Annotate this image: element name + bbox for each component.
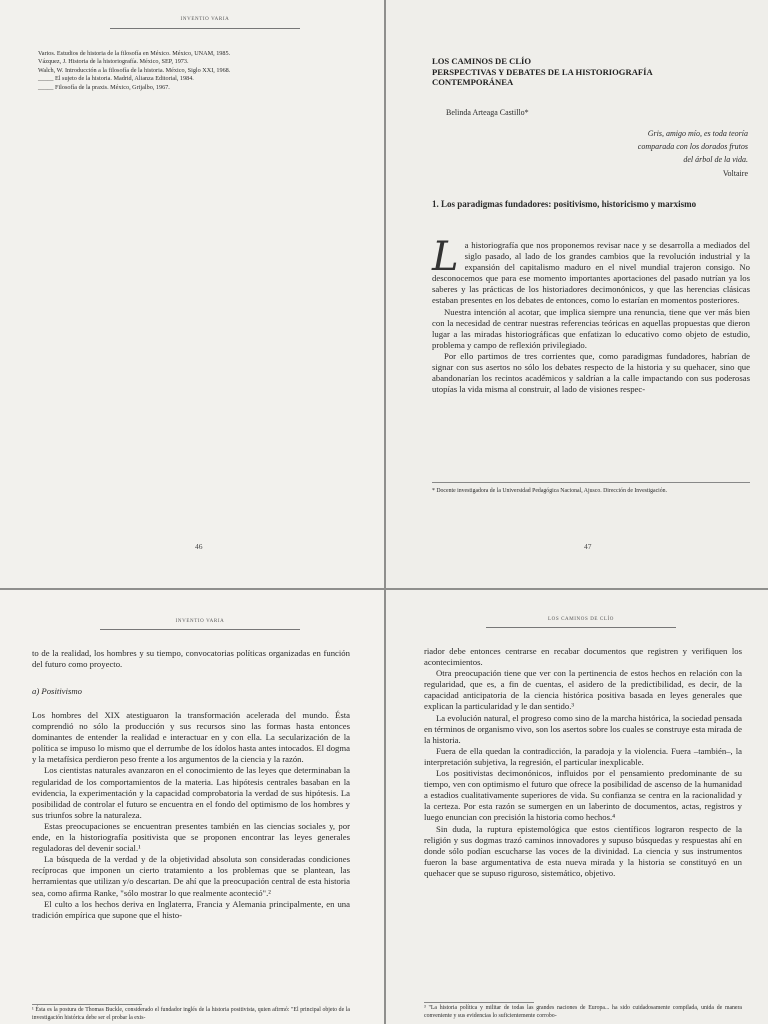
paragraph: Fuera de ella quedan la contradicción, la paradoja y la violencia. Fuera –también–, la interpretación subjetiva, la regresión, el particular inexplicable. xyxy=(424,745,742,767)
page-49 xyxy=(386,590,768,1024)
body-text xyxy=(32,710,350,921)
running-head: INVENTIO VARIA xyxy=(175,619,225,624)
footnote: ¹ Ésta es la postura de Thomas Buckle, considerado el fundador inglés de la historia positivista, quien afirmó: "El principal objeto de la investigación histórica debe ser el probar la exis- xyxy=(32,1007,350,1021)
title-line: LOS CAMINOS DE CLÍO xyxy=(432,56,532,66)
footnote-rule xyxy=(32,1004,142,1005)
epigraph-line: comparada con los dorados frutos xyxy=(637,142,748,152)
paragraph: El culto a los hechos deriva en Inglaterra, Francia y Alemania principalmente, en una tradición empírica que supone que el histo- xyxy=(32,898,350,920)
paragraph: riador debe entonces centrarse en recabar documentos que registren y verifiquen los acontecimientos. xyxy=(424,646,742,668)
title-line: PERSPECTIVAS Y DEBATES DE LA HISTORIOGRAFÍA xyxy=(432,66,653,77)
paragraph: Otra preocupación tiene que ver con la pertinencia de estos hechos en relación con la regularidad, que es, a fin de cuentas, el asidero de la predictibilidad, es decir, de la capacidad anticipatoria de la ciencia histórica positiva basada en leyes generales que explican la particularidad y le dan sentido.³ xyxy=(424,668,742,712)
page-48 xyxy=(0,590,384,1024)
epigraph-source: Voltaire xyxy=(722,168,748,178)
body-text xyxy=(424,646,742,879)
chapter-title xyxy=(432,56,732,88)
footnote-rule xyxy=(424,1002,534,1003)
reference-item: _____ El sujeto de la historia. Madrid, Alianza Editorial, 1984. xyxy=(38,75,194,83)
footnote: ³ "La historia política y militar de todas las grandes naciones de Europa... ha sido cuidadosamente compilada, unida de manera conveniente y sus evidencias lo suficientemente corrobo- xyxy=(424,1005,742,1019)
paragraph: Nuestra intención al acotar, que implica siempre una renuncia, tiene que ver más bien con la necesidad de centrar nuestras referencias teóricas en aquellas propuestas que dieron lugar a las miradas historiográficas que enfatizan lo educativo como objeto de estudio, problema y campo de reflexión privilegiado. xyxy=(432,306,750,350)
epigraph xyxy=(508,127,748,180)
paragraph: Los positivistas decimonónicos, influidos por el pensamiento predominante de su tiempo, ven con optimismo el futuro que ofrece la posibilidad de ascenso de la humanidad a estadios cualitativamente superiores de vida. Su confianza se centra en la racionalidad y la certeza. Por esta razón se sumergen en un laberinto de documentos, actas, registros y luego enuncian con precisión la historia como hechos.⁴ xyxy=(424,768,742,823)
reference-item: Varios. Estudios de historia de la filosofía en México. México, UNAM, 1985. xyxy=(38,50,231,57)
intro-text xyxy=(32,648,350,670)
paragraph xyxy=(432,234,750,307)
paragraph: La evolución natural, el progreso como sino de la marcha histórica, la sociedad pensada en términos de organismo vivo, son los asertos sobre los cuales se construye esta mirada de la historia. xyxy=(424,712,742,745)
reference-item: Walch, W. Introducción a la filosofía de la historia. México, Siglo XXI, 1968. xyxy=(38,66,231,74)
paragraph: Sin duda, la ruptura epistemológica que estos científicos lograron respecto de la religión y sus dogmas trazó caminos innovadores y supuso búsquedas y respuestas ahí en donde sólo podían escucharse las voces de la divinidad. La ciencia y sus instrumentos fueron la base argumentativa de esta nueva mirada y la historia se constituyó en un quehacer que se supuso riguroso, sistemático, objetivo. xyxy=(424,823,742,878)
footnote-rule xyxy=(432,482,750,483)
paragraph: Por ello partimos de tres corrientes que, como paradigmas fundadores, habrían de signar con sus asertos no sólo los debates respecto de la historia y su quehacer, sino que abandonarían los recintos académicos y saldrían a la calle impactando con sus poderosas utopías la vida misma al construir, al lado de visiones respec- xyxy=(432,350,750,395)
paragraph: Los cientistas naturales avanzaron en el conocimiento de las leyes que determinaban la regularidad de los comportamientos de la materia. Las hipótesis centrales basaban en la evidencia, la experimentación y la capacidad comprobatoria la verdad de sus hipótesis. La posibilidad de controlar el futuro se encuentra en el fondo del optimismo de los hombres y sus triunfos sobre la naturaleza. xyxy=(32,765,350,820)
header-rule xyxy=(110,28,300,29)
author-name: Belinda Arteaga Castillo* xyxy=(446,108,529,117)
epigraph-line: del árbol de la vida. xyxy=(683,155,748,165)
reference-list xyxy=(38,50,338,92)
page-46 xyxy=(0,0,384,588)
paragraph: to de la realidad, los hombres y su tiempo, convocatorias políticas organizadas en función del futuro como proyecto. xyxy=(32,648,350,670)
running-head: INVENTIO VARIA xyxy=(180,17,230,22)
footnote: * Docente investigadora de la Universidad Pedagógica Nacional, Ajusco. Dirección de Investigación. xyxy=(432,488,668,494)
reference-item: _____ Filosofía de la praxis. México, Grijalbo, 1967. xyxy=(38,83,170,91)
page-number: 47 xyxy=(584,542,592,551)
title-line: CONTEMPORÁNEA xyxy=(432,77,514,88)
page-number: 46 xyxy=(195,542,203,551)
reference-item: Vázquez, J. Historia de la historiografía. México, SEP, 1973. xyxy=(38,58,189,66)
section-title: 1. Los paradigmas fundadores: positivismo, historicismo y marxismo xyxy=(432,199,697,209)
header-rule xyxy=(100,629,300,630)
paragraph: Estas preocupaciones se encuentran presentes también en las ciencias sociales y, por ende, en la historiografía positivista que se proponen encontrar las leyes generales reguladoras del devenir social.¹ xyxy=(32,820,350,854)
page-47 xyxy=(386,0,768,588)
paragraph-text: a historiografía que nos proponemos revisar nace y se desarrolla a mediados del siglo pasado, al lado de los grandes cambios que la revolución industrial y la expansión del capitalismo maduro en el nivel mundial trajeron consigo. No desconocemos que para ese momento importantes aportaciones del pasado nutrían ya los saberes y las prácticas de los historiadores decimonónicos, y que las herencias clásicas estaban presentes en los debates de entonces, como lo estarían en momentos posteriores. xyxy=(432,240,750,306)
paragraph: La búsqueda de la verdad y de la objetividad absoluta son consideradas condiciones recíprocas que imponen un cierto tratamiento a los problemas que se plantean, las herramientas que utilizan y/o descartan. De ahí que la preocupación central de esta historia sea, como afirma Ranke, "sólo mostrar lo que realmente aconteció".² xyxy=(32,854,350,898)
drop-cap: L xyxy=(432,234,459,280)
epigraph-line: Gris, amigo mío, es toda teoría xyxy=(647,129,748,138)
body-text xyxy=(432,234,750,395)
subsection-heading: a) Positivismo xyxy=(32,686,82,696)
paragraph: Los hombres del XIX atestiguaron la transformación acelerada del mundo. Ésta comprendió no sólo la producción y sus recursos sino las formas hasta entonces dominantes de entender la realidad e interactuar en y con ella. La secularización de la política se impuso lo mismo que el derrumbe de los ídolos hasta antes intocados. El dogma y la metafísica perdieron peso frente a los argumentos de la ciencia y la razón. xyxy=(32,710,350,765)
running-head: LOS CAMINOS DE CLÍO xyxy=(548,617,614,622)
header-rule xyxy=(486,627,676,628)
